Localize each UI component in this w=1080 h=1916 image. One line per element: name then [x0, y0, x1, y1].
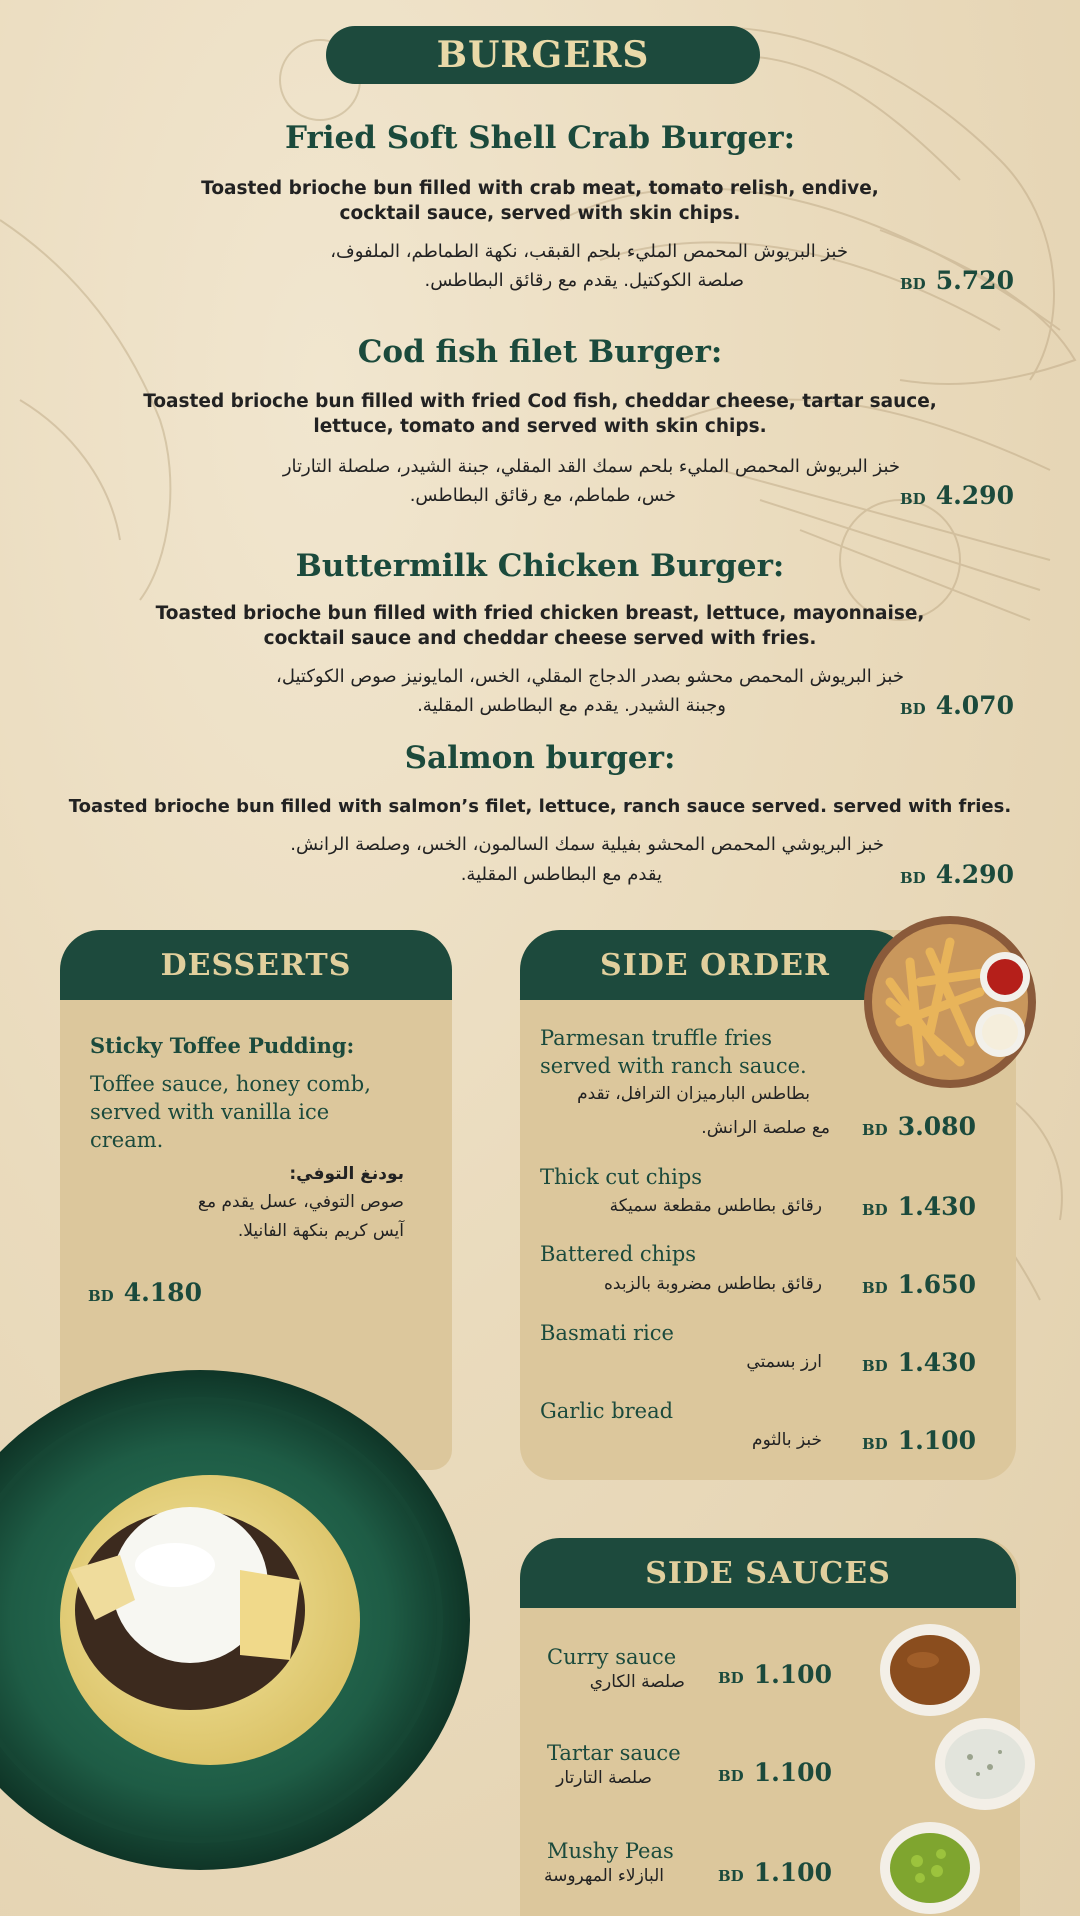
- side-item-name: Garlic bread: [540, 1399, 674, 1423]
- price-currency: BD: [718, 1767, 744, 1785]
- side-item-price: [862, 1192, 976, 1221]
- sauce-arabic: البازلاء المهروسة: [543, 1866, 664, 1886]
- price-currency: BD: [88, 1287, 114, 1305]
- price-amount: 1.100: [753, 1858, 832, 1887]
- sauce-arabic: صلصة التارتار: [556, 1768, 652, 1788]
- item-price: [900, 860, 1014, 889]
- dessert-arabic-line: صوص التوفي، عسل يقدم مع: [197, 1192, 404, 1212]
- side-item-arabic: رقائق بطاطس مضروبة بالزبده: [603, 1274, 822, 1294]
- price-amount: 5.720: [935, 266, 1014, 295]
- item-arabic-line: خبز البريوش المحمص محشو بصدر الدجاج المقلي، الخس، المايونيز صوص الكوكتيل،: [276, 666, 904, 687]
- dessert-title: Sticky Toffee Pudding:: [90, 1033, 355, 1058]
- price-amount: 3.080: [897, 1112, 976, 1141]
- price-amount: 1.100: [897, 1426, 976, 1455]
- price-amount: 1.100: [753, 1660, 832, 1689]
- price-amount: 1.430: [897, 1192, 976, 1221]
- item-description-line: Toasted brioche bun filled with crab meat, tomato relish, endive,: [201, 178, 879, 199]
- sauce-name: Mushy Peas: [547, 1839, 674, 1863]
- item-description-line: Toasted brioche bun filled with fried Cod fish, cheddar cheese, tartar sauce,: [143, 391, 937, 412]
- side-item-name: Battered chips: [540, 1242, 697, 1266]
- dessert-description-line: Toffee sauce, honey comb,: [90, 1072, 371, 1096]
- dessert-description-line: cream.: [90, 1128, 164, 1152]
- side-order-header: [520, 930, 910, 1000]
- price-currency: BD: [900, 869, 926, 887]
- side-item-price: [862, 1426, 976, 1455]
- item-arabic-line: خبز البريوشي المحمص المحشو بفيلية سمك السالمون، الخس، وصلصة الرانش.: [290, 834, 884, 855]
- item-description-line: Toasted brioche bun filled with salmon’s filet, lettuce, ranch sauce served. served with fries.: [68, 796, 1012, 817]
- sauce-arabic: صلصة الكاري: [589, 1672, 685, 1692]
- item-title: Cod fish filet Burger:: [357, 334, 723, 370]
- side-item-name: Parmesan truffle fries: [540, 1026, 773, 1050]
- price-amount: 4.180: [123, 1278, 202, 1307]
- side-item-arabic: خبز بالثوم: [752, 1430, 822, 1450]
- desserts-header-label: DESSERTS: [160, 947, 352, 983]
- side-item-arabic: رقائق بطاطس مقطعة سميكة: [609, 1196, 822, 1216]
- price-currency: BD: [862, 1357, 888, 1375]
- price-currency: BD: [718, 1867, 744, 1885]
- sauce-price: [718, 1660, 832, 1689]
- price-currency: BD: [900, 275, 926, 293]
- side-item-name: Thick cut chips: [540, 1165, 703, 1189]
- item-description-line: Toasted brioche bun filled with fried chicken breast, lettuce, mayonnaise,: [155, 603, 925, 624]
- side-order-header-label: SIDE ORDER: [600, 947, 830, 983]
- side-item-arabic: مع صلصة الرانش.: [701, 1118, 830, 1138]
- side-item-price: [862, 1270, 976, 1299]
- side-item-price: [862, 1112, 976, 1141]
- price-amount: 4.070: [935, 691, 1014, 720]
- price-currency: BD: [900, 700, 926, 718]
- price-currency: BD: [900, 490, 926, 508]
- item-title: Salmon burger:: [404, 740, 676, 776]
- dessert-arabic-line: آيس كريم بنكهة الفانيلا.: [237, 1221, 404, 1241]
- item-title: Fried Soft Shell Crab Burger:: [284, 120, 796, 156]
- price-amount: 1.100: [753, 1758, 832, 1787]
- price-currency: BD: [862, 1435, 888, 1453]
- item-arabic-line: خس، طماطم، مع رقائق البطاطس.: [409, 485, 676, 506]
- burgers-header: [326, 26, 760, 84]
- sauce-name: Curry sauce: [547, 1645, 677, 1669]
- sauce-price: [718, 1858, 832, 1887]
- item-description-line: lettuce, tomato and served with skin chips.: [313, 416, 767, 437]
- item-price: [900, 266, 1014, 295]
- sauce-name: Tartar sauce: [547, 1741, 681, 1765]
- dessert-description-line: served with vanilla ice: [90, 1100, 330, 1124]
- item-price: [900, 481, 1014, 510]
- item-arabic-line: خبز البريوش المحمص المليء بلحم القبقب، نكهة الطماطم، الملفوف،: [330, 241, 848, 262]
- item-title: Buttermilk Chicken Burger:: [295, 548, 785, 584]
- item-arabic-line: صلصة الكوكتيل. يقدم مع رقائق البطاطس.: [424, 270, 744, 291]
- price-amount: 1.430: [897, 1348, 976, 1377]
- price-currency: BD: [862, 1121, 888, 1139]
- side-item-name: Basmati rice: [540, 1321, 674, 1345]
- side-sauces-header: [520, 1538, 1016, 1608]
- dessert-price: [88, 1278, 202, 1307]
- price-amount: 1.650: [897, 1270, 976, 1299]
- burgers-header-label: BURGERS: [436, 34, 650, 76]
- item-arabic-line: خبز البريوش المحمص المليء بلحم سمك القد المقلي، جبنة الشيدر، صلصلة التارتار: [282, 456, 900, 477]
- item-description-line: cocktail sauce and cheddar cheese served with fries.: [263, 628, 817, 649]
- side-sauces-header-label: SIDE SAUCES: [645, 1555, 891, 1591]
- price-currency: BD: [718, 1669, 744, 1687]
- desserts-header: [60, 930, 452, 1000]
- price-currency: BD: [862, 1279, 888, 1297]
- dessert-arabic-title: بودنغ التوفي:: [289, 1164, 404, 1184]
- side-item-name: served with ranch sauce.: [540, 1054, 807, 1078]
- price-amount: 4.290: [935, 481, 1014, 510]
- price-amount: 4.290: [935, 860, 1014, 889]
- item-arabic-line: يقدم مع البطاطس المقلية.: [460, 864, 662, 885]
- price-currency: BD: [862, 1201, 888, 1219]
- item-arabic-line: وجبنة الشيدر. يقدم مع البطاطس المقلية.: [417, 695, 726, 716]
- side-item-arabic: ارز بسمتي: [746, 1352, 822, 1372]
- sauce-price: [718, 1758, 832, 1787]
- item-price: [900, 691, 1014, 720]
- item-description-line: cocktail sauce, served with skin chips.: [339, 203, 741, 224]
- side-item-price: [862, 1348, 976, 1377]
- side-item-arabic: بطاطس البارميزان الترافل، تقدم: [577, 1084, 810, 1104]
